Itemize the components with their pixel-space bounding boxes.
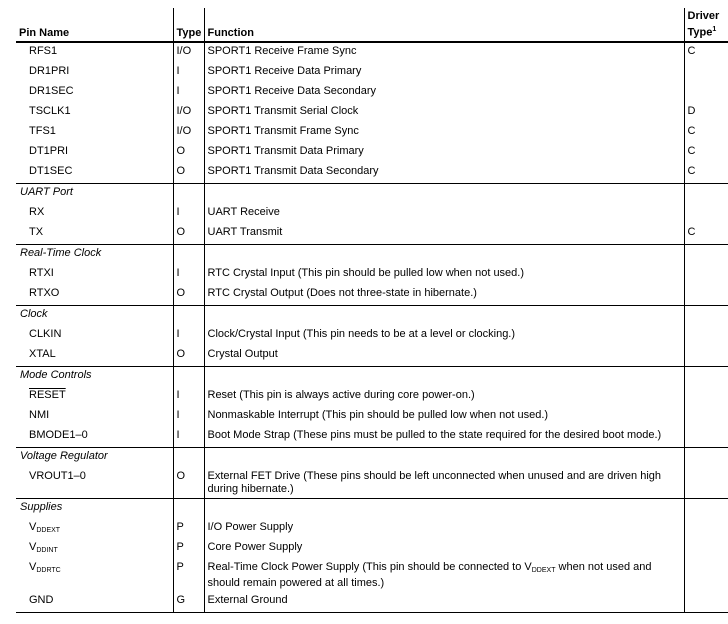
- table-row: TSCLK1 I/O SPORT1 Transmit Serial Clock D: [16, 103, 728, 123]
- header-pin-name: Pin Name: [16, 8, 173, 42]
- table-row: GND G External Ground: [16, 592, 728, 613]
- header-function: Function: [204, 8, 684, 42]
- table-row: RFS1 I/O SPORT1 Receive Frame Sync C: [16, 42, 728, 63]
- table-row: DT1PRI O SPORT1 Transmit Data Primary C: [16, 143, 728, 163]
- table-row: RESET I Reset (This pin is always active during core power-on.): [16, 387, 728, 407]
- reset-pin-name: RESET: [29, 388, 66, 401]
- section-mode-controls: Mode Controls: [16, 366, 728, 387]
- table-row: RX I UART Receive: [16, 204, 728, 224]
- section-clock: Clock: [16, 305, 728, 326]
- header-type: Type: [173, 8, 204, 42]
- pin-function-table: [16, 8, 728, 613]
- table-row: TX O UART Transmit C: [16, 224, 728, 245]
- section-supplies: Supplies: [16, 498, 728, 519]
- table-row: DR1PRI I SPORT1 Receive Data Primary: [16, 63, 728, 83]
- table-row: VROUT1–0 O External FET Drive (These pins should be left unconnected when unused and are driven high during hibernate.): [16, 468, 728, 499]
- table-row: XTAL O Crystal Output: [16, 346, 728, 367]
- table-row: NMI I Nonmaskable Interrupt (This pin should be pulled low when not used.): [16, 407, 728, 427]
- table-row: RTXI I RTC Crystal Input (This pin should be pulled low when not used.): [16, 265, 728, 285]
- table-row: TFS1 I/O SPORT1 Transmit Frame Sync C: [16, 123, 728, 143]
- table-row: RTXO O RTC Crystal Output (Does not three-state in hibernate.): [16, 285, 728, 306]
- table-row: $V_{DDRTC}$ P Real-Time Clock Power Supply (This pin should be connected to $V_{DDEXT}$ when not used and should remain powered at all times.): [16, 559, 728, 592]
- section-real-time-clock: Real-Time Clock: [16, 244, 728, 265]
- table-row: CLKIN I Clock/Crystal Input (This pin needs to be at a level or clocking.): [16, 326, 728, 346]
- header-driver-type: Driver Type$^1$: [684, 8, 728, 42]
- section-uart-port: UART Port: [16, 183, 728, 204]
- table-row: $V_{DDEXT}$ P I/O Power Supply: [16, 519, 728, 539]
- table-header-row: [16, 8, 728, 42]
- table-row: DT1SEC O SPORT1 Transmit Data Secondary C: [16, 163, 728, 184]
- section-voltage-regulator: Voltage Regulator: [16, 447, 728, 468]
- table-row: $V_{DDINT}$ P Core Power Supply: [16, 539, 728, 559]
- table-row: BMODE1–0 I Boot Mode Strap (These pins must be pulled to the state required for the desired boot mode.): [16, 427, 728, 448]
- table-row: DR1SEC I SPORT1 Receive Data Secondary: [16, 83, 728, 103]
